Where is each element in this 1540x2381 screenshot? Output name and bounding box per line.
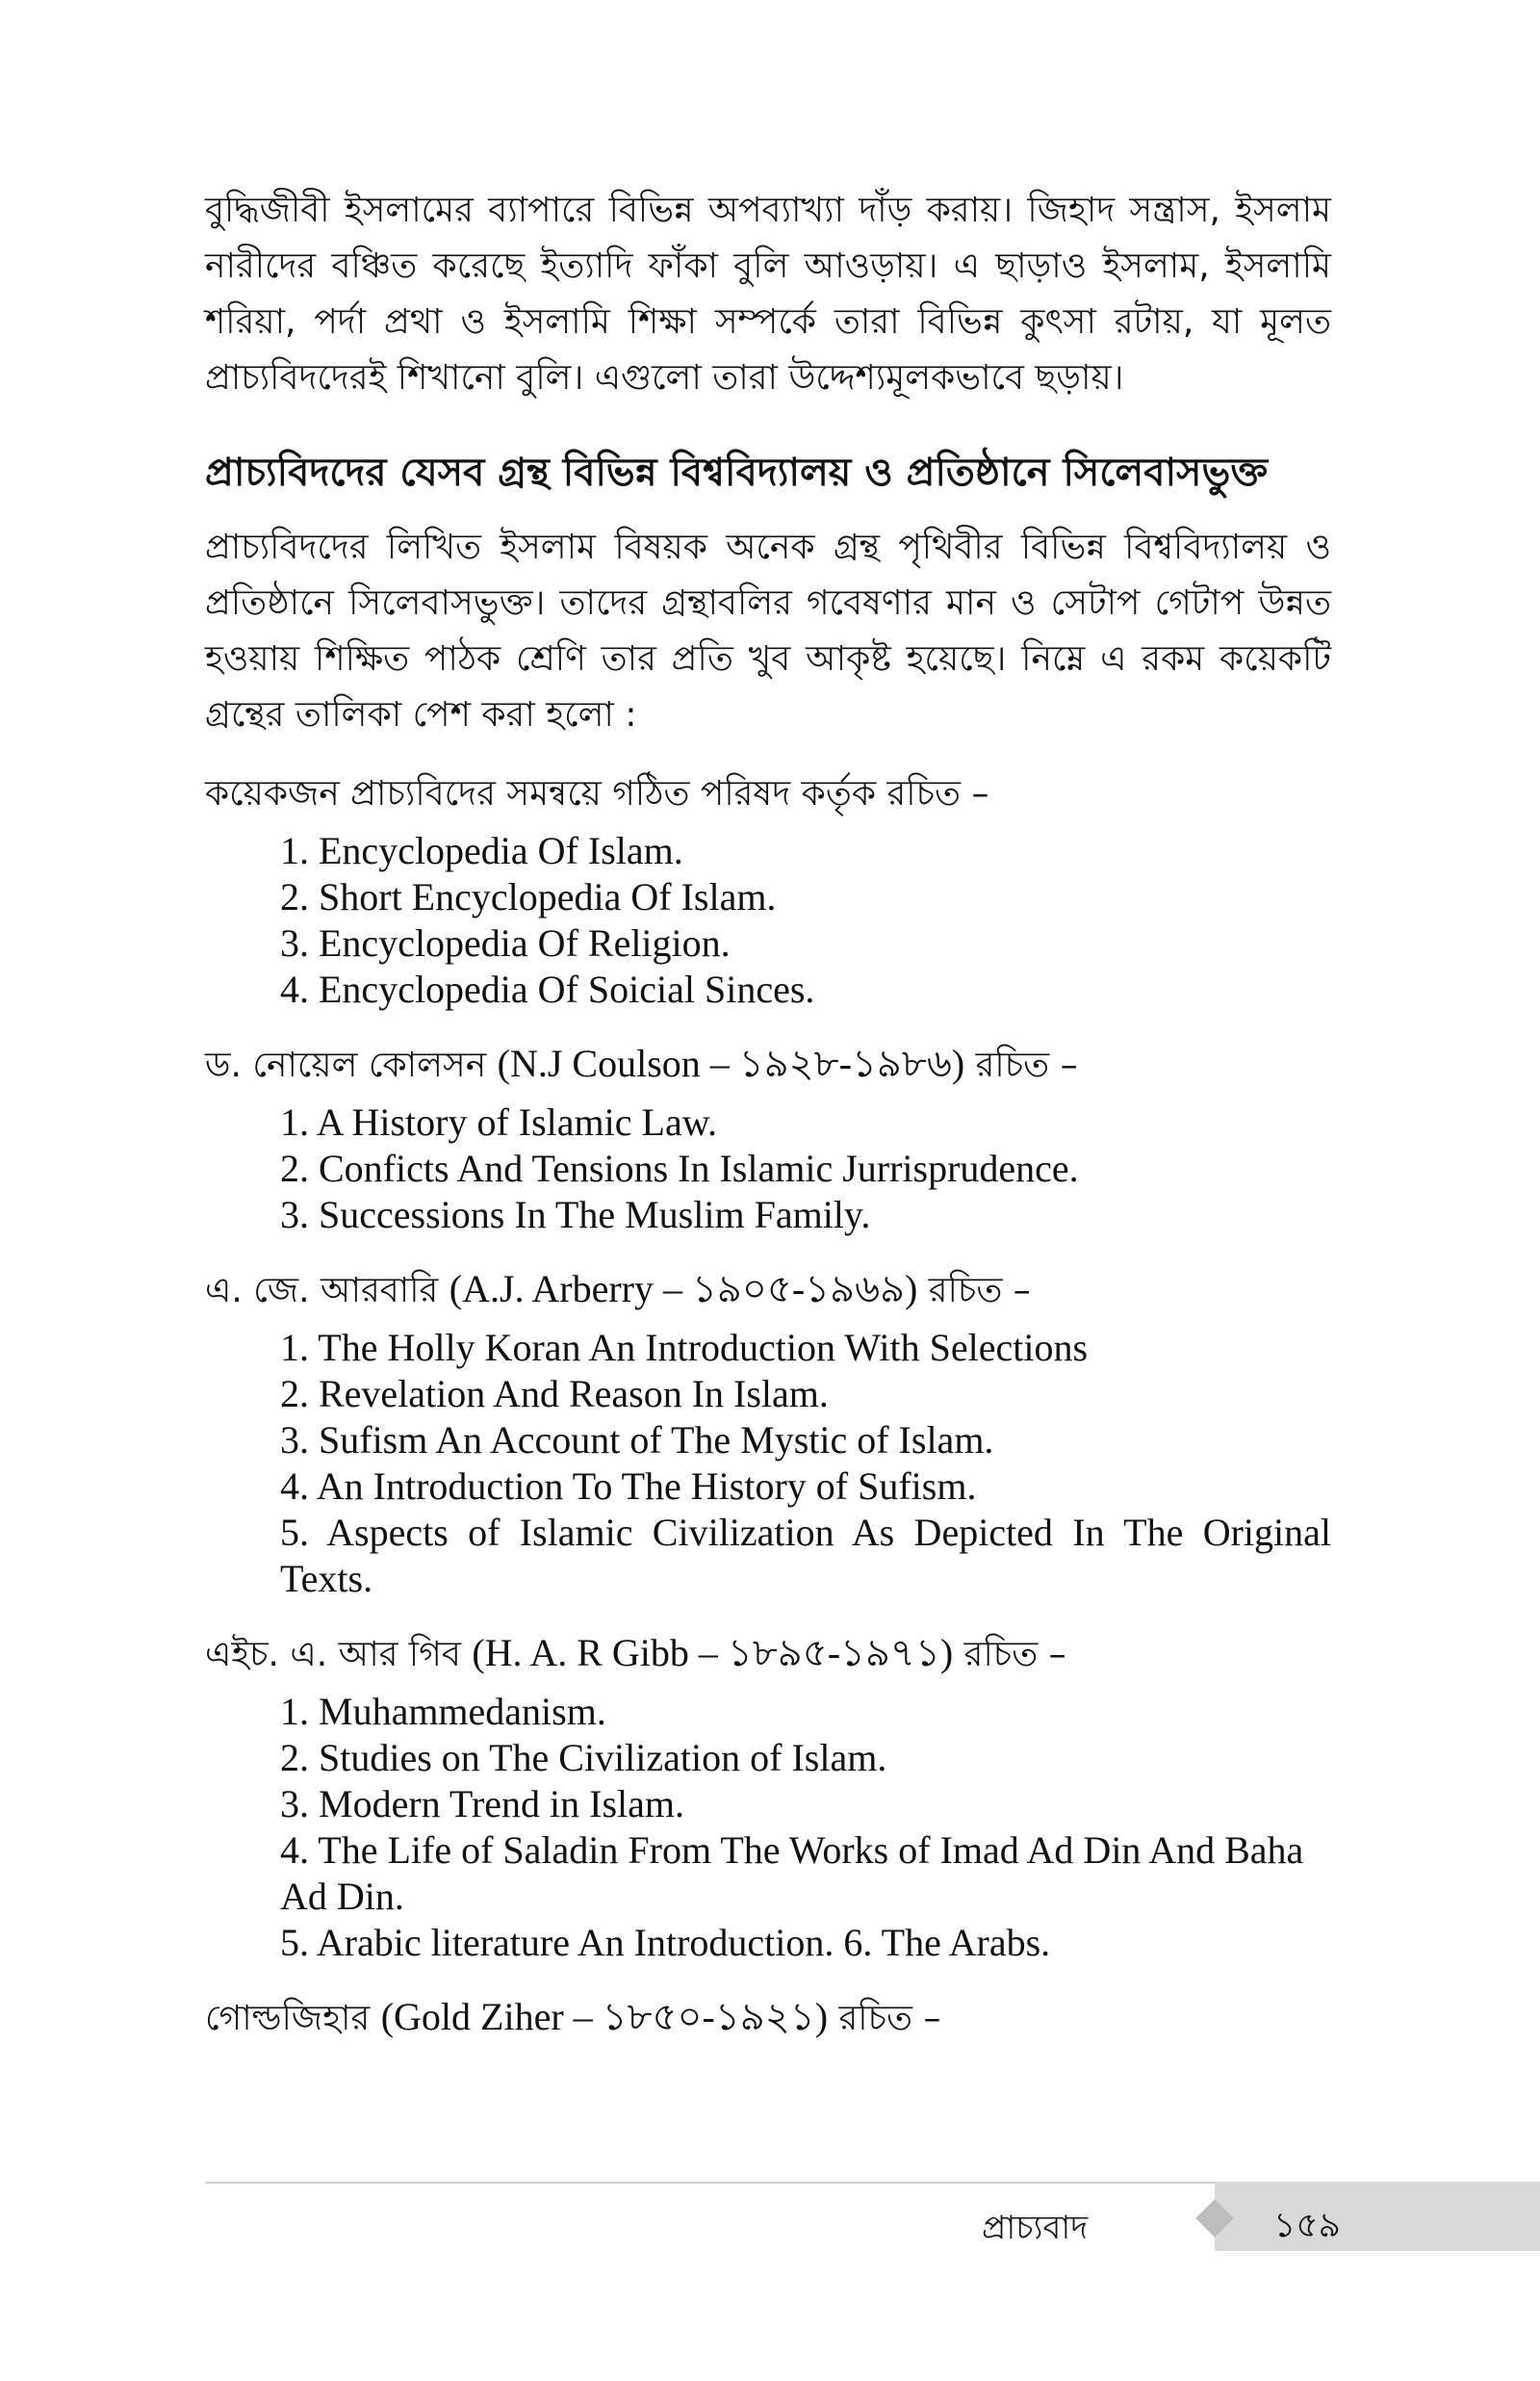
book-item: 5. Aspects of Islamic Civilization As Depicted In The Original Texts.	[280, 1511, 1331, 1600]
book-list-arberry	[205, 1325, 1331, 1602]
book-list-coulson	[205, 1100, 1331, 1238]
author-name-en: (N.J Coulson – ১৯২৮-১৯৮৬)	[497, 1042, 965, 1085]
book-item: 1. Encyclopedia Of Islam.	[280, 829, 683, 872]
book-item: 3. Encyclopedia Of Religion.	[280, 921, 731, 965]
section-heading: প্রাচ্যবিদদের যেসব গ্রন্থ বিভিন্ন বিশ্ববিদ্যালয় ও প্রতিষ্ঠানে সিলেবাসভুক্ত	[205, 451, 1269, 495]
book-item: 2. Studies on The Civilization of Islam.	[280, 1736, 887, 1779]
book-item: 1. The Holly Koran An Introduction With Selections	[280, 1326, 1089, 1369]
book-item: 1. A History of Islamic Law.	[280, 1100, 718, 1144]
author-name-bn: এইচ. এ. আর গিব	[205, 1635, 473, 1674]
book-list-gibb	[205, 1689, 1331, 1966]
author-name-en: (Gold Ziher – ১৮৫০-১৯২১)	[380, 1995, 829, 2038]
book-item: 4. An Introduction To The History of Sufism.	[280, 1464, 977, 1508]
book-list-council	[205, 828, 1331, 1013]
author-intro-council: কয়েকজন প্রাচ্যবিদের সমন্বয়ে গঠিত পরিষদ কর্তৃক রচিত –	[205, 774, 989, 814]
author-name-bn: এ. জে. আরবারি	[205, 1271, 449, 1310]
book-item: 1. Muhammedanism.	[280, 1690, 606, 1733]
author-intro-coulson	[205, 1038, 1331, 1092]
page-number: ১৫৯	[1272, 2206, 1342, 2245]
book-item: 3. Sufism An Account of The Mystic of Islam.	[280, 1418, 994, 1462]
author-name-bn: ড. নোয়েল কোলসন	[205, 1046, 498, 1085]
author-suffix: রচিত –	[917, 1271, 1031, 1310]
book-item: 3. Successions In The Muslim Family.	[280, 1193, 871, 1236]
paragraph-syllabus: প্রাচ্যবিদদের লিখিত ইসলাম বিষয়ক অনেক গ্রন্থ পৃথিবীর বিভিন্ন বিশ্ববিদ্যালয় ও প্রতিষ্ঠানে সিলেবাসভুক্ত। তাদের গ্রন্থাবলির গবেষণার মান ও সেটাপ গেটাপ উন্নত হওয়ায় শিক্ষিত পাঠক শ্রেণি তার প্রতি খুব আকৃষ্ট হয়েছে। নিম্নে এ রকম কয়েকটি গ্রন্থের তালিকা পেশ করা হলো :	[205, 528, 1331, 735]
paragraph-intro: বুদ্ধিজীবী ইসলামের ব্যাপারে বিভিন্ন অপব্যাখ্যা দাঁড় করায়। জিহাদ সন্ত্রাস, ইসলাম নারীদের বঞ্চিত করেছে ইত্যাদি ফাঁকা বুলি আওড়ায়। এ ছাড়াও ইসলাম, ইসলামি শরিয়া, পর্দা প্রথা ও ইসলামি শিক্ষা সম্পর্কে তারা বিভিন্ন কুৎসা রটায়, যা মূলত প্রাচ্যবিদদেরই শিখানো বুলি। এগুলো তারা উদ্দেশ্যমূলকভাবে ছড়ায়।	[205, 191, 1331, 398]
book-item: 5. Arabic literature An Introduction. 6. The Arabs.	[280, 1921, 1051, 1964]
author-name-en: (A.J. Arberry – ১৯০৫-১৯৬৯)	[449, 1267, 918, 1310]
book-item: 4. The Life of Saladin From The Works of Imad Ad Din And Baha Ad Din.	[280, 1828, 1304, 1918]
author-suffix: রচিত –	[953, 1635, 1066, 1674]
author-intro-gibb	[205, 1627, 1331, 1681]
book-item: 3. Modern Trend in Islam.	[280, 1782, 684, 1825]
author-suffix: রচিত –	[828, 1999, 941, 2038]
author-intro-goldziher	[205, 1991, 1331, 2045]
page-body	[205, 183, 1331, 2053]
author-name-en: (H. A. R Gibb – ১৮৯৫-১৯৭১)	[472, 1631, 954, 1674]
author-suffix: রচিত –	[964, 1046, 1078, 1085]
book-item: 2. Revelation And Reason In Islam.	[280, 1372, 829, 1415]
book-item: 2. Short Encyclopedia Of Islam.	[280, 875, 777, 919]
book-item: 2. Conficts And Tensions In Islamic Jurrisprudence.	[280, 1147, 1079, 1190]
author-name-bn: গোল্ডজিহার	[205, 1999, 381, 2038]
book-item: 4. Encyclopedia Of Soicial Sinces.	[280, 968, 815, 1011]
author-intro-arberry	[205, 1263, 1331, 1317]
footer-book-title: প্রাচ্যবাদ	[982, 2209, 1089, 2247]
